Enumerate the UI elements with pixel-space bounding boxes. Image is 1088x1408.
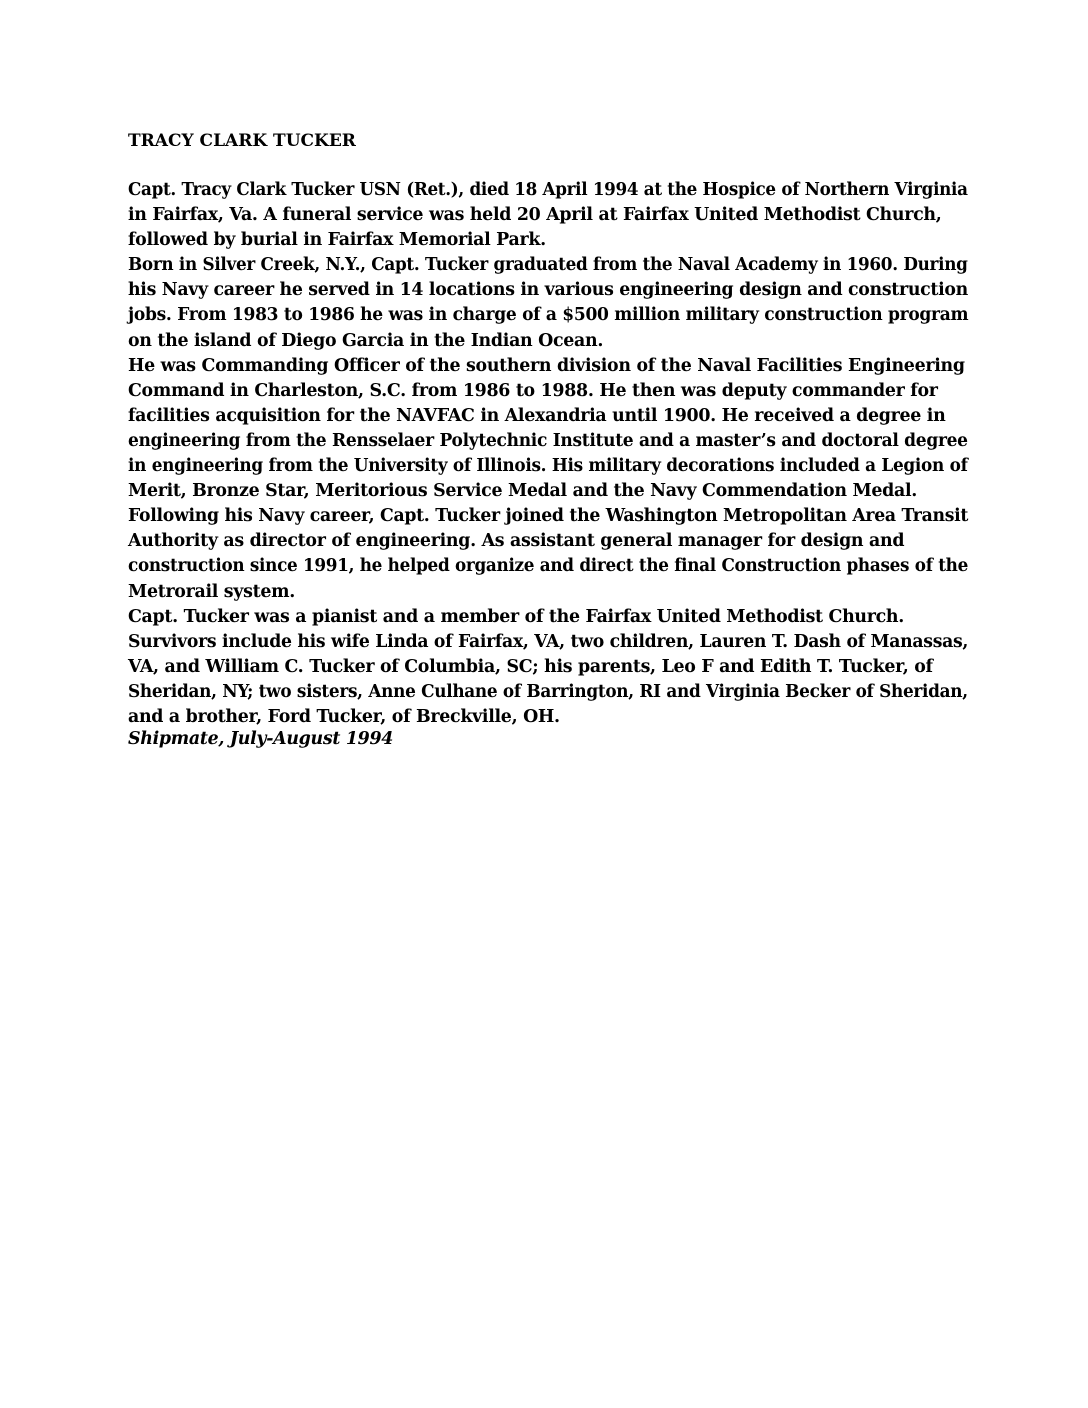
body-line: construction since 1991, he helped organize and direct the final Construction phases of the xyxy=(128,556,969,577)
body-line: He was Commanding Officer of the southern division of the Naval Facilities Engineering xyxy=(128,355,965,376)
body-line: Command in Charleston, S.C. from 1986 to 1988. He then was deputy commander for xyxy=(128,380,938,401)
body-line: VA, and William C. Tucker of Columbia, SC; his parents, Leo F and Edith T. Tucker, of xyxy=(128,656,933,677)
body-line: his Navy career he served in 14 locations in various engineering design and construction xyxy=(128,280,968,301)
body-line: on the island of Diego Garcia in the Indian Ocean. xyxy=(128,330,604,351)
body-line: Survivors include his wife Linda of Fairfax, VA, two children, Lauren T. Dash of Manassas, xyxy=(128,631,969,652)
body-line: in Fairfax, Va. A funeral service was held 20 April at Fairfax United Methodist Church, xyxy=(128,205,942,226)
body-line: Following his Navy career, Capt. Tucker joined the Washington Metropolitan Area Transit xyxy=(128,506,969,527)
body-line: Capt. Tucker was a pianist and a member of the Fairfax United Methodist Church. xyxy=(128,606,905,627)
obituary-body xyxy=(128,178,968,730)
body-line: followed by burial in Fairfax Memorial Park. xyxy=(128,230,546,251)
body-line: jobs. From 1983 to 1986 he was in charge of a $500 million military construction program xyxy=(128,305,969,326)
body-line: Authority as director of engineering. As assistant general manager for design and xyxy=(128,531,905,552)
body-line: Born in Silver Creek, N.Y., Capt. Tucker graduated from the Naval Academy in 1960. During xyxy=(128,255,968,276)
body-line: and a brother, Ford Tucker, of Breckville, OH. xyxy=(128,706,560,727)
source-citation: Shipmate, July-August 1994 xyxy=(128,729,394,749)
body-line: Sheridan, NY; two sisters, Anne Culhane of Barrington, RI and Virginia Becker of Sheridan, xyxy=(128,681,968,702)
body-line: facilities acquisition for the NAVFAC in Alexandria until 1900. He received a degree in xyxy=(128,405,946,426)
body-line: Merit, Bronze Star, Meritorious Service Medal and the Navy Commendation Medal. xyxy=(128,481,918,502)
body-line: engineering from the Rensselaer Polytechnic Institute and a master’s and doctoral degree xyxy=(128,430,968,451)
body-line: Capt. Tracy Clark Tucker USN (Ret.), died 18 April 1994 at the Hospice of Northern Virginia xyxy=(128,180,968,200)
body-line: Metrorail system. xyxy=(128,581,295,602)
body-line: in engineering from the University of Illinois. His military decorations included a Legion of xyxy=(128,456,968,477)
obituary-title: TRACY CLARK TUCKER xyxy=(128,131,356,151)
